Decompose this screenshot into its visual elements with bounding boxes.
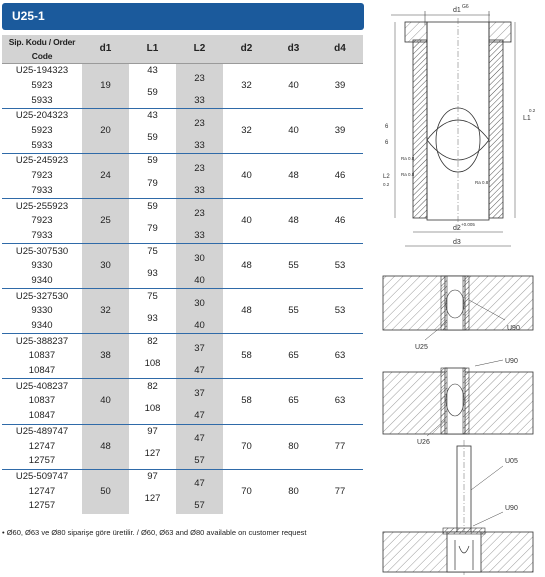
order-code-cell: U25-408237: [2, 379, 82, 394]
dim-d1: d1: [453, 7, 461, 14]
l2-cell: 47: [176, 409, 223, 424]
l1-cell: 108: [144, 357, 161, 369]
table-row: [2, 154, 363, 169]
l2-cell: 23: [176, 154, 223, 184]
order-code-cell: U25-307530: [2, 244, 82, 259]
order-code-cell: 5923: [31, 125, 53, 137]
dim-l1: L1: [523, 115, 531, 122]
assembly-view-u26: [383, 358, 533, 446]
d1-cell: 30: [82, 244, 129, 289]
d1-cell: 50: [82, 469, 129, 514]
d4-cell: 39: [317, 109, 363, 154]
d4-cell: 46: [317, 199, 363, 244]
d4-cell: 39: [317, 64, 363, 109]
table-row: [2, 379, 363, 394]
l2-cell: 47: [176, 364, 223, 379]
d3-cell: 48: [270, 154, 317, 199]
spec-table: [2, 35, 363, 514]
d1-cell: 24: [82, 154, 129, 199]
label-u26: U26: [417, 439, 430, 446]
header-d1: d1: [82, 35, 129, 64]
l2-cell: 40: [176, 274, 223, 289]
header-l1: L1: [129, 35, 176, 64]
l2-cell: 23: [176, 199, 223, 229]
assembly-view-u25: [383, 276, 533, 351]
dim-l1-tol: 0.2: [529, 108, 536, 113]
order-code-cell: 9340: [31, 320, 53, 332]
header-d2: d2: [223, 35, 270, 64]
dim-l2: L2: [383, 174, 390, 180]
order-code-cell: 5933: [31, 139, 53, 151]
label-u05: U05: [505, 458, 518, 465]
surface-c: Ra 0.8: [401, 172, 415, 177]
dim-d1-tol: G6: [462, 4, 469, 10]
l1-cell: 82: [129, 379, 176, 394]
order-code-cell: U25-388237: [2, 334, 82, 349]
l1-cell: 59: [147, 87, 158, 99]
l2-cell: 57: [176, 454, 223, 469]
table-body: [2, 64, 363, 514]
d3-cell: 55: [270, 289, 317, 334]
l2-cell: 30: [176, 289, 223, 319]
d3-cell: 48: [270, 199, 317, 244]
section-view: [383, 4, 536, 246]
order-code-cell: U25-509747: [2, 469, 82, 484]
l1-cell: 127: [144, 447, 161, 459]
l1-cell: 75: [129, 244, 176, 259]
table-row: [2, 334, 363, 349]
dim-d2: d2: [453, 225, 461, 232]
d3-cell: 80: [270, 469, 317, 514]
dim-six-a: 6: [385, 124, 389, 130]
order-code-cell: 10837: [28, 350, 56, 362]
header-l2: L2: [176, 35, 223, 64]
page-title: U25-1: [12, 9, 45, 23]
d4-cell: 53: [317, 289, 363, 334]
d4-cell: 77: [317, 469, 363, 514]
d1-cell: 20: [82, 109, 129, 154]
order-code-cell: 12757: [28, 500, 56, 512]
label-u90-b: U90: [505, 358, 518, 365]
d3-cell: 65: [270, 334, 317, 379]
d4-cell: 46: [317, 154, 363, 199]
l2-cell: 57: [176, 499, 223, 514]
order-code-cell: 5933: [31, 94, 53, 106]
d2-cell: 58: [223, 379, 270, 424]
d4-cell: 77: [317, 424, 363, 469]
order-code-cell: 9330: [31, 260, 53, 272]
table-row: [2, 109, 363, 124]
d4-cell: 63: [317, 334, 363, 379]
l1-cell: 79: [147, 177, 158, 189]
technical-drawing: [365, 0, 545, 577]
l1-cell: 75: [129, 289, 176, 304]
dim-d3: d3: [453, 239, 461, 246]
d2-cell: 40: [223, 154, 270, 199]
l1-cell: 59: [147, 132, 158, 144]
order-code-cell: U25-194323: [2, 64, 82, 79]
l1-cell: 97: [129, 424, 176, 439]
l2-cell: 40: [176, 319, 223, 334]
order-code-cell: 5923: [31, 80, 53, 92]
d1-cell: 32: [82, 289, 129, 334]
d3-cell: 80: [270, 424, 317, 469]
table-row: [2, 289, 363, 304]
d2-cell: 48: [223, 244, 270, 289]
header-d3: d3: [270, 35, 317, 64]
l1-cell: 97: [129, 469, 176, 484]
d3-cell: 40: [270, 109, 317, 154]
d2-cell: 32: [223, 64, 270, 109]
order-code-cell: 10837: [28, 395, 56, 407]
footnote: • Ø60, Ø63 ve Ø80 siparişe göre üretilir. / Ø60, Ø63 and Ø80 available on customer request: [2, 528, 307, 537]
l2-cell: 30: [176, 244, 223, 274]
surface-a: Ra 0.8: [401, 156, 415, 161]
order-code-cell: 12747: [28, 485, 56, 497]
order-code-cell: 9340: [31, 274, 53, 286]
header-d4: d4: [317, 35, 363, 64]
d1-cell: 48: [82, 424, 129, 469]
d2-cell: 48: [223, 289, 270, 334]
order-code-cell: 7923: [31, 215, 53, 227]
label-u90-c: U90: [505, 505, 518, 512]
l2-cell: 37: [176, 379, 223, 409]
l1-cell: 108: [144, 402, 161, 414]
d2-cell: 70: [223, 469, 270, 514]
d1-cell: 40: [82, 379, 129, 424]
d3-cell: 40: [270, 64, 317, 109]
dim-d2-tol: +0.005: [461, 222, 475, 227]
dim-l2-tol: 0.2: [383, 182, 390, 187]
title-bar: [2, 3, 364, 30]
d2-cell: 70: [223, 424, 270, 469]
order-code-cell: 10847: [28, 410, 56, 422]
order-code-cell: 9330: [31, 305, 53, 317]
l2-cell: 23: [176, 109, 223, 139]
l2-cell: 33: [176, 138, 223, 153]
l1-cell: 82: [129, 334, 176, 349]
d1-cell: 25: [82, 199, 129, 244]
order-code-cell: U25-489747: [2, 424, 82, 439]
d3-cell: 55: [270, 244, 317, 289]
surface-b: Ra 0.8: [475, 180, 489, 185]
order-code-cell: U25-245923: [2, 154, 82, 169]
header-order-code: Sip. Kodu / Order Code: [2, 35, 82, 64]
label-u25: U25: [415, 344, 428, 351]
l2-cell: 33: [176, 229, 223, 244]
dim-six-b: 6: [385, 140, 389, 146]
l1-cell: 127: [144, 492, 161, 504]
l1-cell: 43: [129, 109, 176, 124]
order-code-cell: 7933: [31, 229, 53, 241]
d4-cell: 63: [317, 379, 363, 424]
d1-cell: 19: [82, 64, 129, 109]
l2-cell: 37: [176, 334, 223, 364]
l1-cell: 93: [147, 267, 158, 279]
d2-cell: 58: [223, 334, 270, 379]
l1-cell: 59: [129, 199, 176, 214]
table-row: [2, 424, 363, 439]
assembly-view-u05: [383, 440, 533, 575]
l2-cell: 33: [176, 184, 223, 199]
d1-cell: 38: [82, 334, 129, 379]
d2-cell: 40: [223, 199, 270, 244]
order-code-cell: 7933: [31, 184, 53, 196]
d3-cell: 65: [270, 379, 317, 424]
table-row: [2, 469, 363, 484]
table-row: [2, 244, 363, 259]
order-code-cell: 10847: [28, 365, 56, 377]
l1-cell: 93: [147, 312, 158, 324]
l2-cell: 23: [176, 64, 223, 94]
label-u90-a: U90: [507, 325, 520, 332]
d4-cell: 53: [317, 244, 363, 289]
l2-cell: 47: [176, 469, 223, 499]
l1-cell: 43: [129, 64, 176, 79]
order-code-cell: U25-255923: [2, 199, 82, 214]
l1-cell: 79: [147, 222, 158, 234]
l2-cell: 47: [176, 424, 223, 454]
table-row: [2, 199, 363, 214]
order-code-cell: 7923: [31, 170, 53, 182]
order-code-cell: 12747: [28, 440, 56, 452]
order-code-cell: U25-204323: [2, 109, 82, 124]
d2-cell: 32: [223, 109, 270, 154]
l2-cell: 33: [176, 93, 223, 108]
table-header-row: [2, 35, 363, 64]
table-row: [2, 64, 363, 79]
l1-cell: 59: [129, 154, 176, 169]
order-code-cell: U25-327530: [2, 289, 82, 304]
order-code-cell: 12757: [28, 455, 56, 467]
